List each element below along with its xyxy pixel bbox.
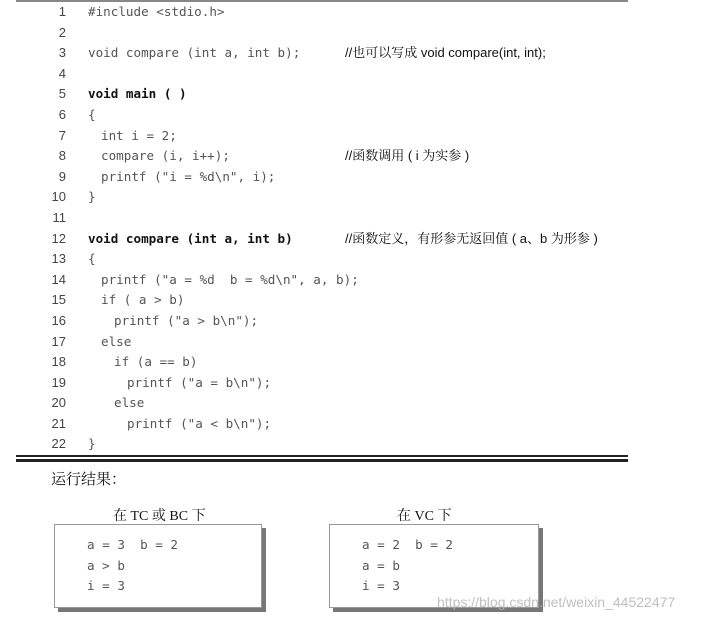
code-line <box>0 146 717 167</box>
line-number: 6 <box>58 106 66 122</box>
line-number: 4 <box>58 65 66 81</box>
code-line <box>0 208 717 229</box>
output-line: a = 3 b = 2 <box>87 537 178 552</box>
code-comment: //函数调用 ( i 为实参 ) <box>345 148 470 164</box>
watermark: https://blog.csdn.net/weixin_44522477 <box>437 594 676 610</box>
code-line <box>0 126 717 147</box>
code-text: } <box>88 436 96 452</box>
line-number: 3 <box>58 45 66 61</box>
line-number: 7 <box>58 127 66 143</box>
code-text: { <box>88 251 96 267</box>
line-number: 2 <box>58 24 66 40</box>
code-text: if (a == b) <box>114 354 198 370</box>
output-line: a > b <box>87 557 125 573</box>
line-number: 22 <box>51 436 66 452</box>
line-number: 19 <box>51 374 66 390</box>
code-line <box>0 64 717 85</box>
code-line <box>0 229 717 250</box>
line-number: 14 <box>51 271 66 287</box>
code-line <box>0 434 717 455</box>
code-text: void main ( ) <box>88 86 187 102</box>
line-number: 17 <box>51 333 66 349</box>
code-text: else <box>101 333 132 349</box>
code-line <box>0 2 717 23</box>
code-text: compare (i, i++); <box>101 148 230 164</box>
output-caption-vc: 在 VC 下 <box>397 509 452 524</box>
line-number: 18 <box>51 354 66 370</box>
output-line: a = 2 b = 2 <box>362 537 453 552</box>
output-caption-tc-bc: 在 TC 或 BC 下 <box>113 509 206 524</box>
code-text: printf ("i = %d\n", i); <box>101 168 276 184</box>
code-text: printf ("a < b\n"); <box>127 415 272 431</box>
code-text: if ( a > b) <box>101 292 185 308</box>
code-line <box>0 43 717 64</box>
output-box-tc-bc <box>54 524 262 608</box>
code-line <box>0 414 717 435</box>
code-line <box>0 352 717 373</box>
code-text: int i = 2; <box>101 127 177 143</box>
line-number: 1 <box>58 4 66 19</box>
code-line <box>0 270 717 291</box>
code-text: printf ("a = %d b = %d\n", a, b); <box>101 271 359 287</box>
code-line <box>0 311 717 332</box>
code-listing <box>0 2 717 455</box>
line-number: 12 <box>51 230 66 246</box>
output-line: i = 3 <box>362 578 400 593</box>
code-line <box>0 249 717 270</box>
code-text: void compare (int a, int b) <box>88 230 293 246</box>
code-line <box>0 84 717 105</box>
line-number: 8 <box>58 148 66 164</box>
line-number: 15 <box>51 292 66 308</box>
code-line <box>0 332 717 353</box>
line-number: 5 <box>58 86 66 102</box>
line-number: 21 <box>51 415 66 431</box>
line-number: 13 <box>51 251 66 267</box>
code-comment: //也可以写成 void compare(int, int); <box>345 45 546 61</box>
code-text: printf ("a = b\n"); <box>127 374 272 390</box>
line-number: 11 <box>52 209 66 225</box>
output-line: i = 3 <box>87 578 125 593</box>
code-line <box>0 187 717 208</box>
code-line <box>0 373 717 394</box>
code-text: #include <stdio.h> <box>88 4 225 19</box>
code-text: void compare (int a, int b); <box>88 45 301 61</box>
code-line <box>0 167 717 188</box>
line-number: 9 <box>58 168 66 184</box>
code-text: else <box>114 395 145 411</box>
code-line <box>0 290 717 311</box>
output-line: a = b <box>362 557 400 573</box>
code-line <box>0 393 717 414</box>
line-number: 20 <box>51 395 66 411</box>
code-text: printf ("a > b\n"); <box>114 312 259 328</box>
code-text: { <box>88 106 96 122</box>
code-comment: //函数定义，有形参无返回值 ( a、b 为形参 ) <box>345 230 598 246</box>
line-number: 10 <box>51 189 66 205</box>
code-text: } <box>88 189 96 205</box>
divider <box>16 455 628 457</box>
code-line <box>0 105 717 126</box>
divider <box>16 459 628 462</box>
code-line <box>0 23 717 44</box>
line-number: 16 <box>51 312 66 328</box>
result-heading: 运行结果： <box>51 471 127 488</box>
